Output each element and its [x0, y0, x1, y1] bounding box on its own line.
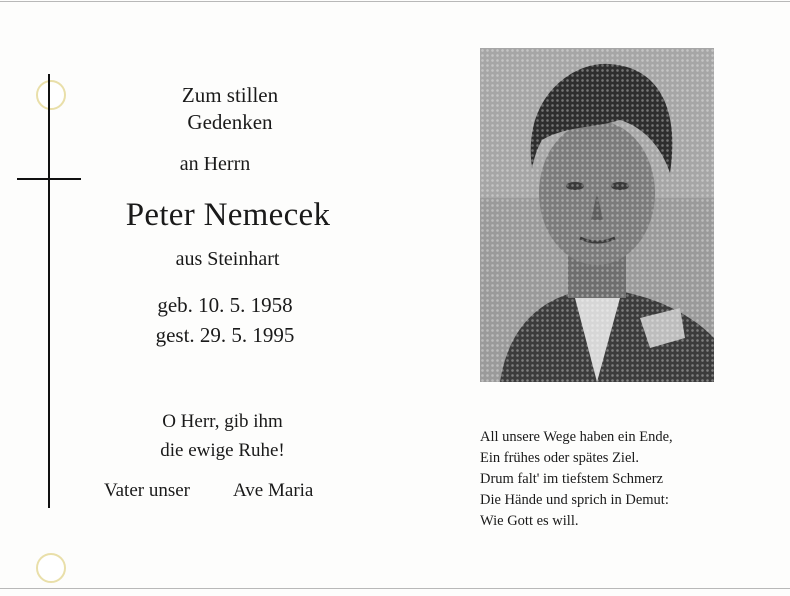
poem-line: All unsere Wege haben ein Ende,: [480, 429, 673, 445]
prayer-name-vater-unser: Vater unser: [104, 480, 190, 501]
memorial-poem: [480, 427, 770, 532]
life-dates: [130, 290, 320, 350]
death-date: gest. 29. 5. 1995: [155, 323, 295, 347]
deceased-name: Peter Nemecek: [125, 197, 331, 233]
poem-line: Wie Gott es will.: [480, 513, 579, 529]
poem-line: Ein frühes oder spätes Ziel.: [480, 450, 640, 466]
prayer-text: [120, 407, 325, 465]
top-edge-line: [0, 1, 790, 2]
birth-date: geb. 10. 5. 1958: [157, 293, 293, 317]
salutation: an Herrn: [179, 153, 251, 175]
prayer-name-ave-maria: Ave Maria: [233, 480, 314, 501]
prayer-line-2: die ewige Ruhe!: [160, 440, 285, 461]
punch-hole-bottom: [36, 553, 66, 583]
poem-line: Drum falt' im tiefstem Schmerz: [480, 471, 664, 487]
memorial-heading: [150, 82, 310, 136]
origin-place: aus Steinhart: [175, 248, 280, 270]
portrait-figure: [480, 48, 714, 382]
cross-icon-horizontal-bar: [17, 178, 81, 180]
heading-line-2: Gedenken: [187, 110, 273, 134]
prayer-line-1: O Herr, gib ihm: [162, 411, 283, 432]
punch-hole-top: [36, 80, 66, 110]
cross-icon-vertical-bar: [48, 74, 50, 508]
heading-line-1: Zum stillen: [181, 83, 279, 107]
poem-line: Die Hände und sprich in Demut:: [480, 492, 669, 508]
bottom-edge-line: [0, 588, 790, 589]
portrait-photo: [480, 48, 714, 382]
